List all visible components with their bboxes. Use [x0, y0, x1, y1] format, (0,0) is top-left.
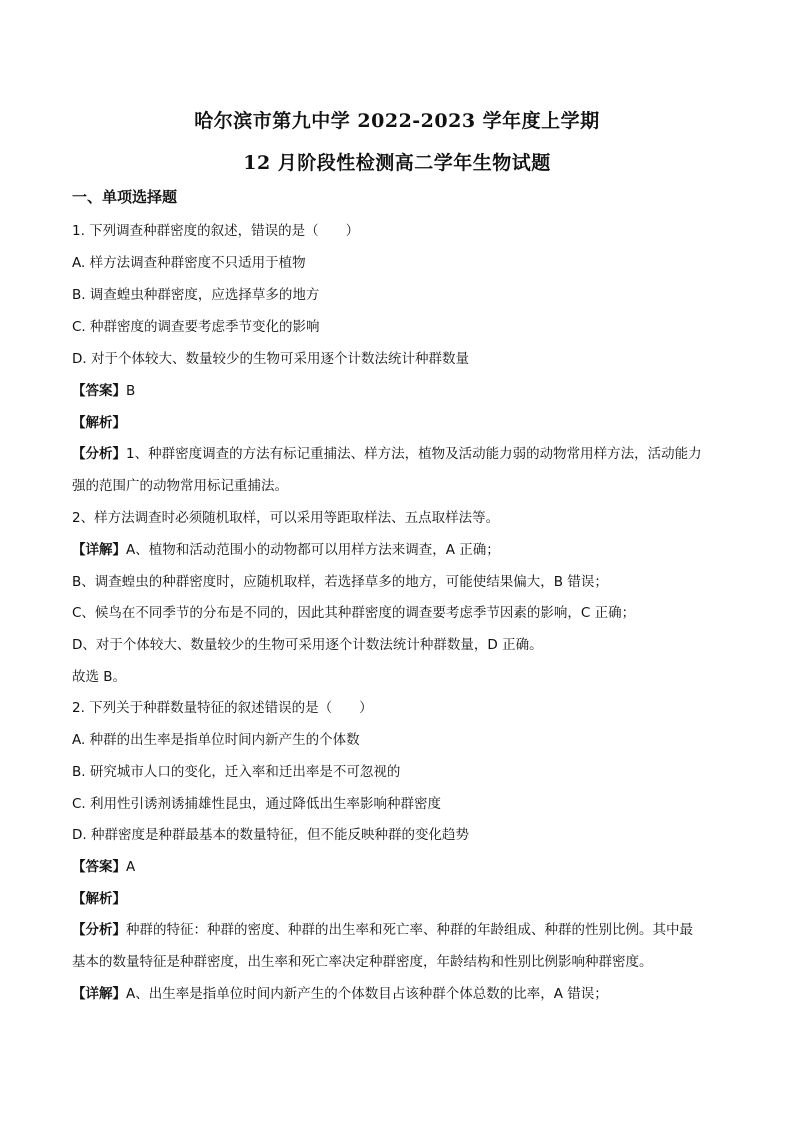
fenxi-tag: 【分析】 [72, 446, 126, 462]
xiangjie-tag: 【详解】 [72, 542, 126, 558]
q1-option-b: B. 调查蝗虫种群密度，应选择草多的地方 [72, 287, 320, 303]
q1-answer [72, 379, 135, 399]
answer-value: A [126, 859, 136, 875]
q2-stem: 2. 下列关于种群数量特征的叙述错误的是（ ） [72, 700, 373, 716]
q1-xiangjie-b: B、调查蝗虫的种群密度时，应随机取样，若选择草多的地方，可能使结果偏大，B 错误； [72, 574, 608, 590]
xiangjie-text: A、出生率是指单位时间内新产生的个体数目占该种群个体总数的比率，A 错误； [126, 986, 608, 1002]
document-title: 哈尔滨市第九中学 2022-2023 学年度上学期 [194, 110, 600, 132]
q1-xiangjie-c: C、候鸟在不同季节的分布是不同的，因此其种群密度的调查要考虑季节因素的影响，C 正确； [72, 605, 636, 621]
xiangjie-tag: 【详解】 [72, 986, 126, 1002]
analysis-tag: 【解析】 [72, 415, 126, 431]
q1-conclusion: 故选 B。 [72, 669, 127, 685]
q1-option-c: C. 种群密度的调查要考虑季节变化的影响 [72, 319, 320, 335]
q1-fenxi-line-1 [72, 442, 702, 462]
q1-option-a: A. 样方法调查种群密度不只适用于植物 [72, 255, 306, 271]
fenxi-text: 种群的特征：种群的密度、种群的出生率和死亡率、种群的年龄组成、种群的性别比例。其中最 [126, 922, 693, 938]
q2-xiangjie-a [72, 982, 608, 1002]
q1-xiangjie-d: D、对于个体较大、数量较少的生物可采用逐个计数法统计种群数量，D 正确。 [72, 637, 543, 653]
q2-fenxi-line-1 [72, 918, 693, 938]
answer-value: B [126, 383, 136, 399]
q1-fenxi-line-2: 强的范围广的动物常用标记重捕法。 [72, 478, 288, 494]
xiangjie-text: A、植物和活动范围小的动物都可以用样方法来调查，A 正确； [126, 542, 500, 558]
q2-option-a: A. 种群的出生率是指单位时间内新产生的个体数 [72, 732, 360, 748]
q1-analysis-heading [72, 411, 126, 431]
fenxi-text: 1、种群密度调查的方法有标记重捕法、样方法，植物及活动能力弱的动物常用样方法，活动能力 [126, 446, 702, 462]
q2-fenxi-line-2: 基本的数量特征是种群密度，出生率和死亡率决定种群密度，年龄结构和性别比例影响种群密度。 [72, 954, 653, 970]
q1-fenxi-line-3: 2、样方法调查时必须随机取样，可以采用等距取样法、五点取样法等。 [72, 510, 500, 526]
q2-answer [72, 855, 135, 875]
q1-option-d: D. 对于个体较大、数量较少的生物可采用逐个计数法统计种群数量 [72, 351, 469, 367]
q2-analysis-heading [72, 887, 126, 907]
q2-option-b: B. 研究城市人口的变化，迁入率和迁出率是不可忽视的 [72, 764, 401, 780]
section-heading: 一、单项选择题 [72, 188, 178, 206]
fenxi-tag: 【分析】 [72, 922, 126, 938]
q2-option-c: C. 利用性引诱剂诱捕雄性昆虫，通过降低出生率影响种群密度 [72, 796, 442, 812]
document-subtitle: 12 月阶段性检测高二学年生物试题 [243, 152, 551, 174]
answer-tag: 【答案】 [72, 859, 126, 875]
q1-stem: 1. 下列调查种群密度的叙述，错误的是（ ） [72, 223, 360, 239]
q2-option-d: D. 种群密度是种群最基本的数量特征，但不能反映种群的变化趋势 [72, 827, 469, 843]
q1-xiangjie-a [72, 538, 500, 558]
analysis-tag: 【解析】 [72, 891, 126, 907]
answer-tag: 【答案】 [72, 383, 126, 399]
